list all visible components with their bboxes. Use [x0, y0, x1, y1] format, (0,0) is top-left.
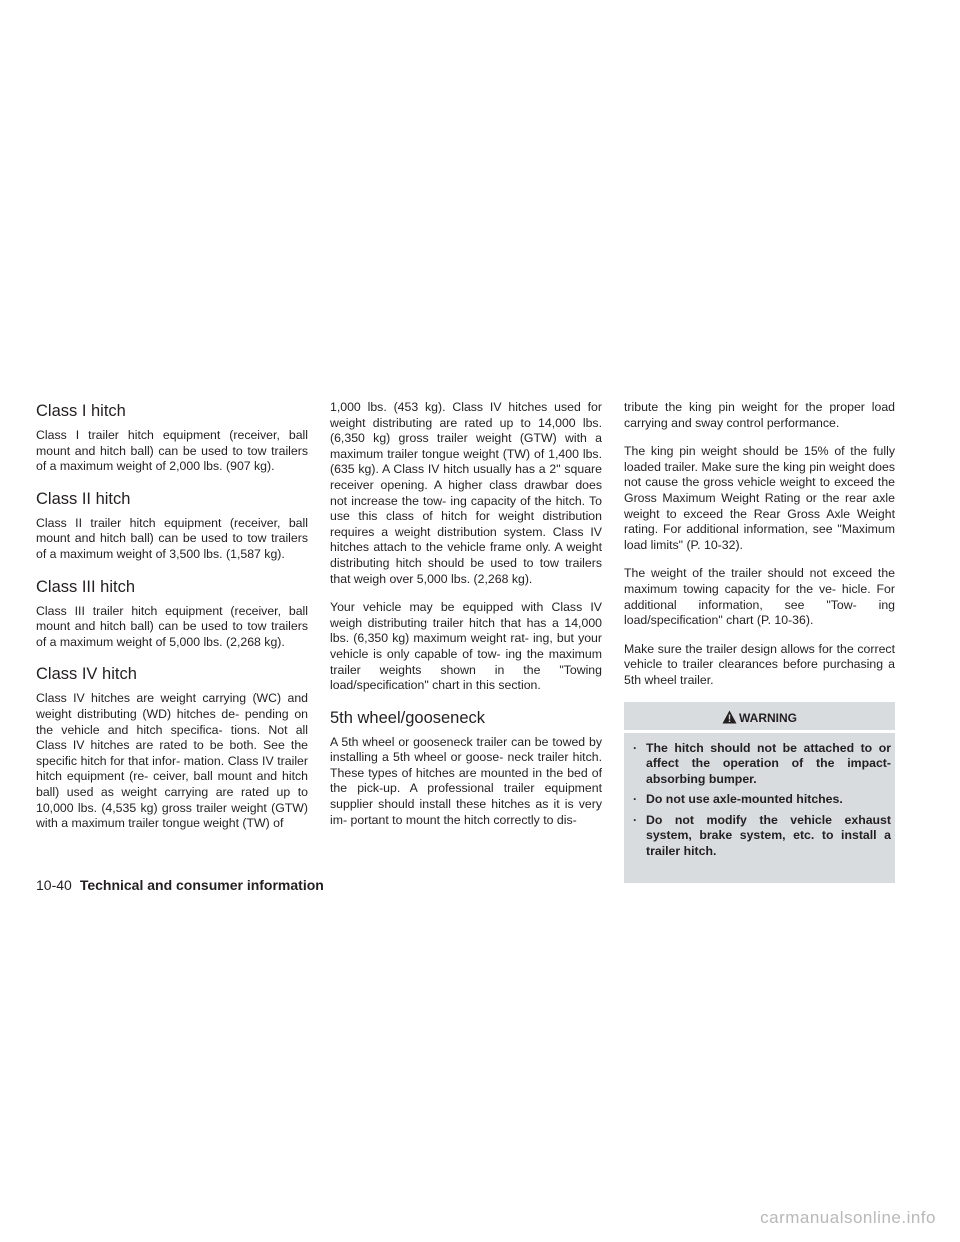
page-footer — [36, 876, 324, 894]
warning-list — [628, 741, 891, 860]
paragraph-class-iv: Class IV hitches are weight carrying (WC) and weight distributing (WD) hitches de- pending on the vehicle and hitch specifica- tions. Not all Class IV hitches are rated to be both. See the specific hitch for that infor- mation. Class IV trailer hitch equipment (re- ceiver, ball mount and hitch ball) used as weight carrying are rated up to 10,000 lbs. (4,535 kg) gross trailer weight (GTW) with a maximum trailer tongue weight (TW) of — [36, 691, 308, 831]
warning-box — [624, 702, 895, 883]
warning-triangle-icon — [722, 710, 737, 724]
heading-class-i: Class I hitch — [36, 402, 126, 420]
heading-5th-wheel: 5th wheel/gooseneck — [330, 708, 486, 727]
warning-item: · Do not use axle-mounted hitches. — [633, 792, 843, 807]
site-watermark: carmanualsonline.info — [760, 1208, 936, 1227]
warning-item: · Do not modify the vehicle exhaust system, brake system, etc. to install a trailer hitch. — [633, 812, 891, 859]
bullet-icon: · — [633, 740, 638, 755]
section-class-iii — [36, 576, 308, 651]
warning-header — [624, 702, 895, 733]
warning-label: WARNING — [739, 710, 797, 725]
warning-item: · The hitch should not be attached to or affect the operation of the impact- absorbing bumper. — [633, 740, 891, 786]
paragraph-5th-wheel: A 5th wheel or gooseneck trailer can be towed by installing a 5th wheel or goose- neck trailer hitch. These types of hitches are mounted in the bed of the pick-up. A professional trailer equipment supplier should install these hitches as it is very im- portant to mount the hitch correctly to dis- — [330, 734, 602, 827]
heading-class-iv: Class IV hitch — [36, 665, 137, 684]
heading-class-iii: Class III hitch — [36, 577, 136, 596]
section-class-i — [36, 400, 308, 475]
bullet-icon: · — [633, 812, 638, 827]
column-right — [624, 400, 895, 883]
section-class-ii — [36, 488, 308, 563]
column-middle — [330, 400, 602, 841]
paragraph-trailer-weight: The weight of the trailer should not exceed the maximum towing capacity for the ve- hicle. For additional information, see "Tow- ing load/specification" chart (P. 10-36). — [624, 566, 895, 628]
bullet-icon: · — [633, 792, 638, 807]
paragraph-class-i: Class I trailer hitch equipment (receiver, ball mount and hitch ball) can be used to tow trailers of a maximum weight of 2,000 lbs. (907 kg). — [36, 428, 308, 474]
section-class-iv — [36, 663, 308, 831]
paragraph-trailer-design: Make sure the trailer design allows for the correct vehicle to trailer clearances before purchasing a 5th wheel trailer. — [624, 641, 895, 687]
page-number: 10-40 — [36, 877, 72, 893]
paragraph-king-pin-weight: The king pin weight should be 15% of the fully loaded trailer. Make sure the king pin weight does not cause the gross vehicle weight to exceed the Gross Maximum Weight Rating or the rear axle weight to exceed the Rear Gross Axle Weight rating. For additional information, see "Maximum load limits" (P. 10-32). — [624, 444, 895, 552]
heading-class-ii: Class II hitch — [36, 489, 131, 508]
paragraph-class-iv-equipped: Your vehicle may be equipped with Class IV weigh distributing trailer hitch that has a 14,000 lbs. (6,350 kg) maximum weight rat- ing, but your vehicle is only capable of tow- ing the maximum trailer weights shown in the "Towing load/specification" chart in this section. — [330, 600, 602, 693]
paragraph-king-pin-distribute: tribute the king pin weight for the proper load carrying and sway control performance. — [624, 400, 895, 430]
paragraph-class-ii: Class II trailer hitch equipment (receiver, ball mount and hitch ball) can be used to tow trailers of a maximum weight of 3,500 lbs. (1,587 kg). — [36, 515, 308, 561]
paragraph-class-iv-continued: 1,000 lbs. (453 kg). Class IV hitches used for weight distributing are rated up to 14,000 lbs. (6,350 kg) gross trailer weight (GTW) with a maximum trailer tongue weight (TW) of 1,400 lbs. (635 kg). A Class IV hitch usually has a 2" square receiver opening. A higher class drawbar does not increase the tow- ing capacity of the hitch. To use this class of hitch for weight distribution requires a weight distribution system. Class IV hitches attach to the vehicle frame only. A weight distributing hitch should be used to tow trailers that weigh over 5,000 lbs. (2,268 kg). — [330, 400, 602, 586]
chapter-title: Technical and consumer information — [79, 877, 324, 893]
paragraph-class-iii: Class III trailer hitch equipment (receiver, ball mount and hitch ball) can be used to tow trailers of a maximum weight of 5,000 lbs. (2,268 kg). — [36, 603, 308, 649]
column-left — [36, 400, 308, 845]
